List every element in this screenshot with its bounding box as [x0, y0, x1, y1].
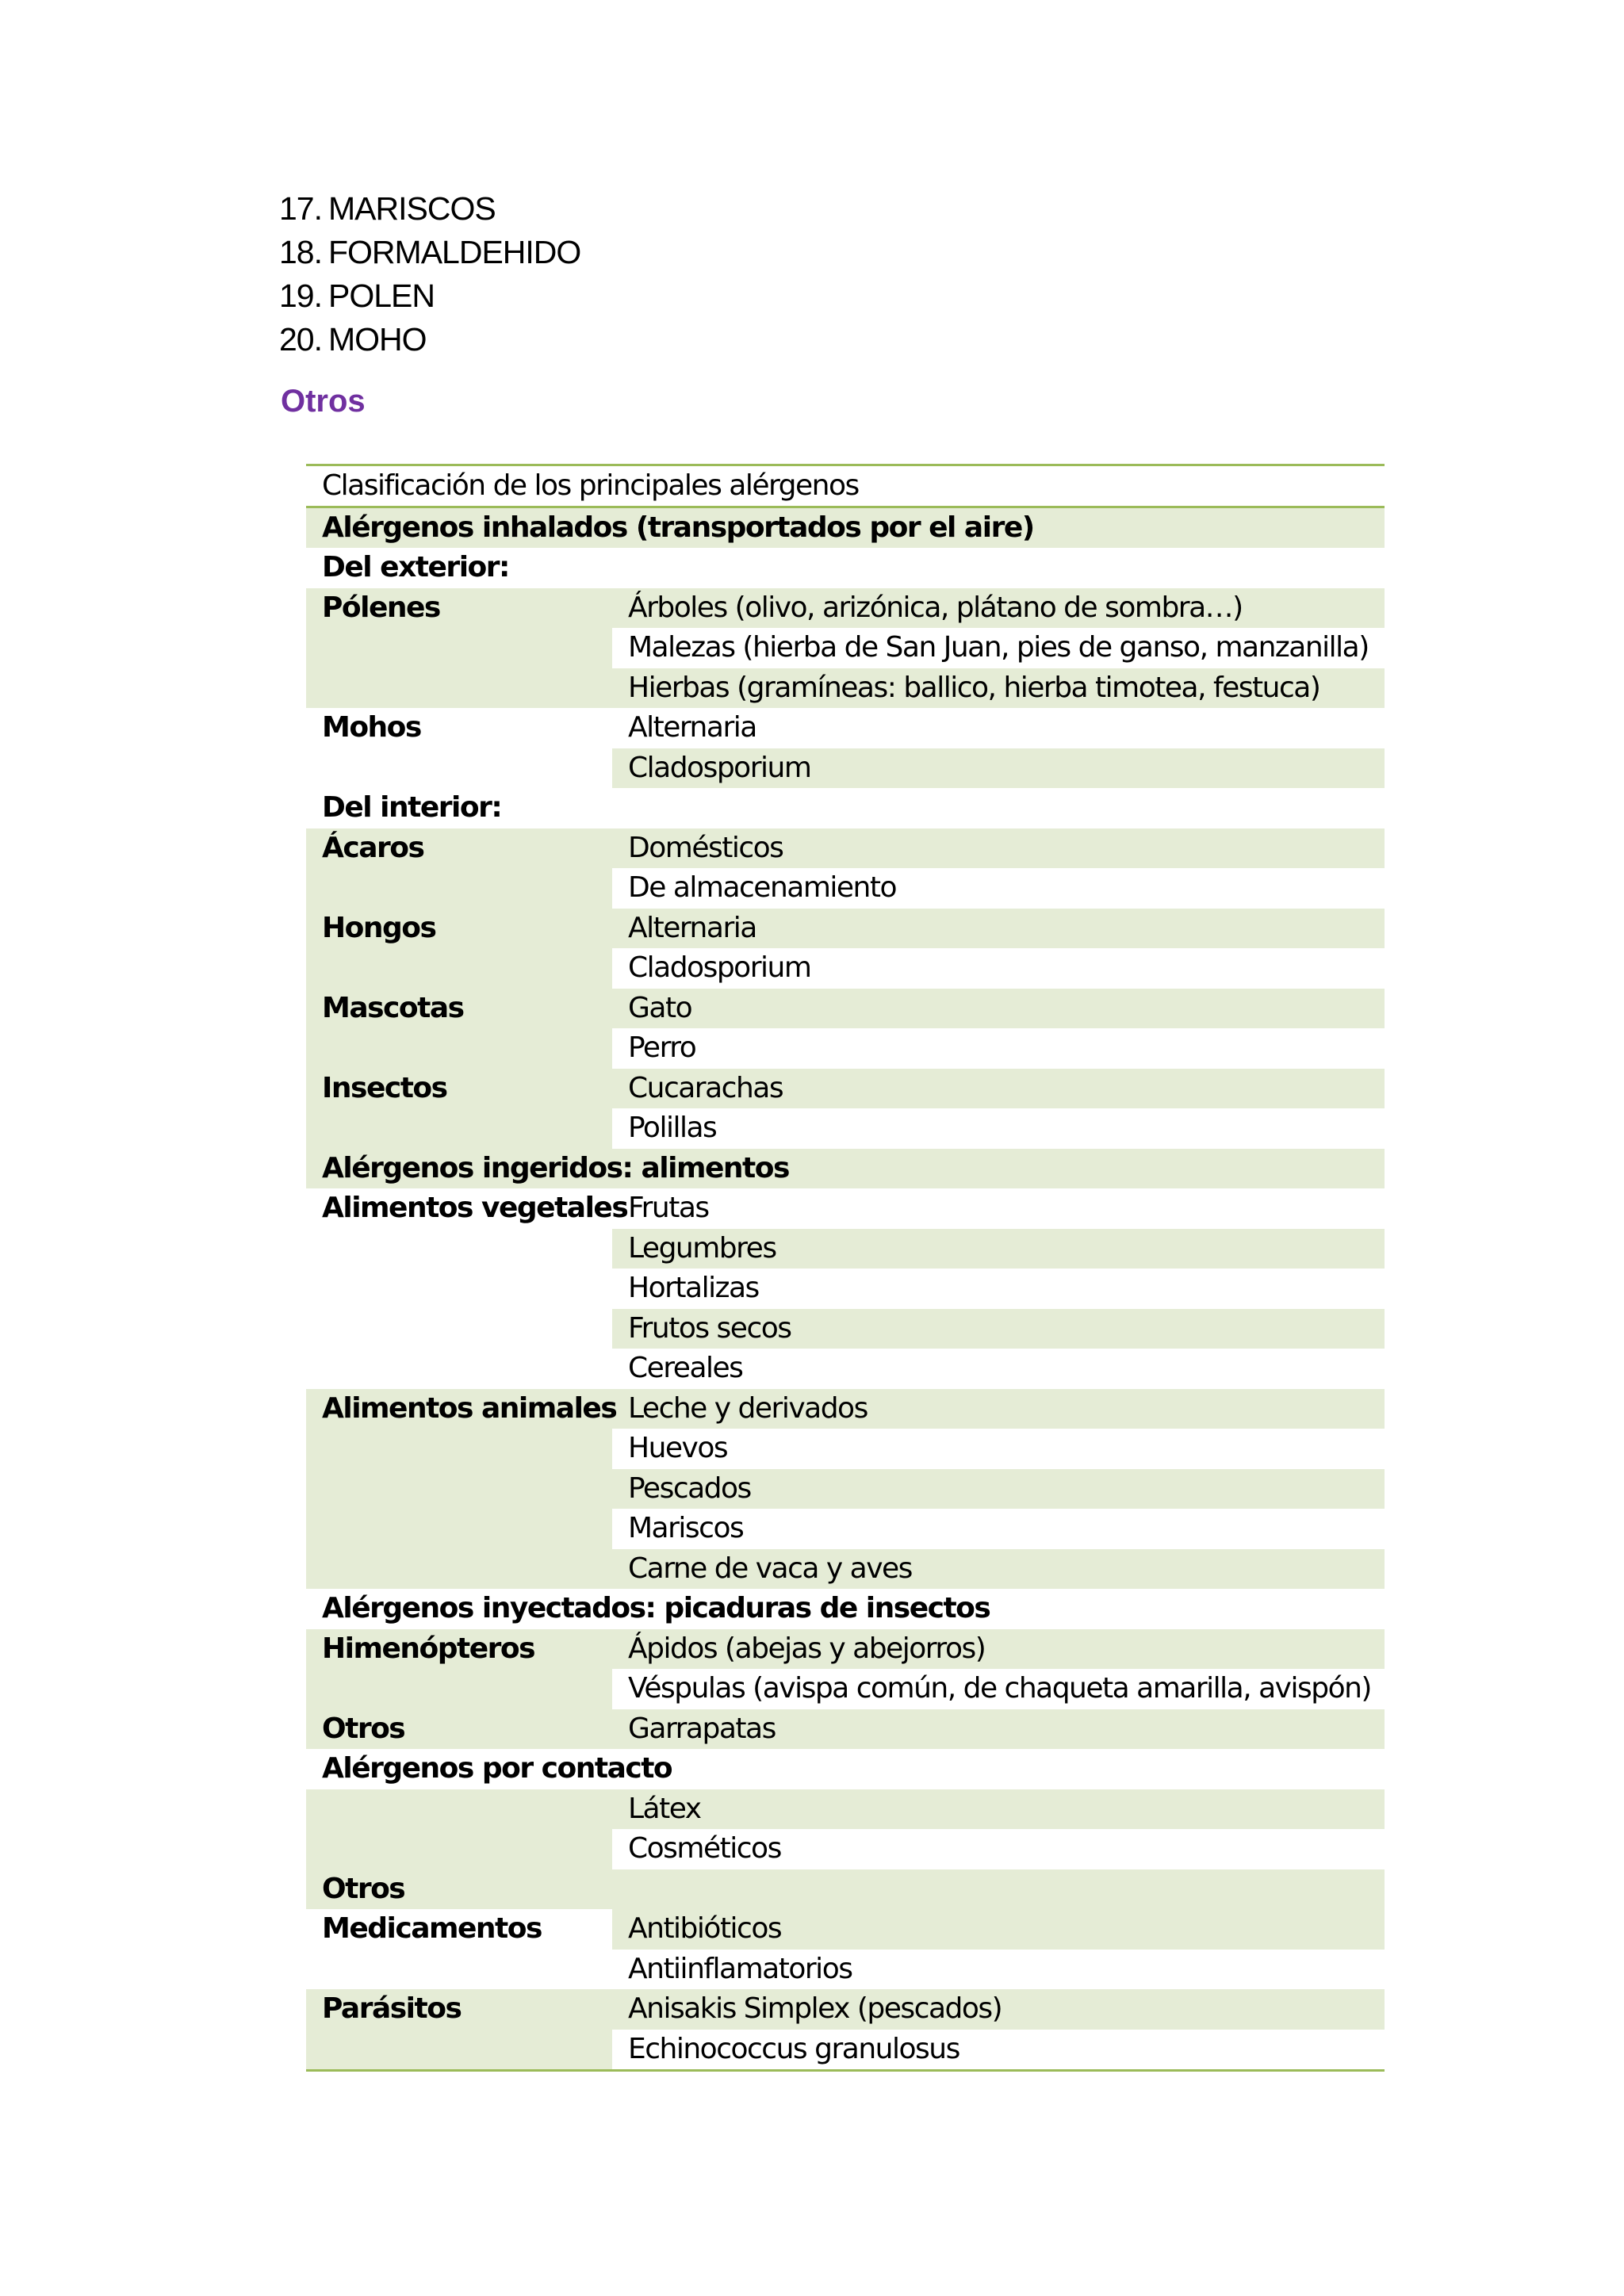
- category-cell: Otros: [306, 1709, 612, 1750]
- section-row: [306, 1149, 1385, 1189]
- item-cell: Cucarachas: [612, 1069, 1385, 1109]
- item-cell: Árboles (olivo, arizónica, plátano de sombra…): [612, 588, 1385, 629]
- category-cell: [306, 948, 612, 989]
- list-item-number: 17.: [279, 190, 322, 227]
- category-cell: Insectos: [306, 1069, 612, 1109]
- section-label: Alérgenos ingeridos: alimentos: [306, 1149, 1385, 1189]
- item-cell: Cladosporium: [612, 948, 1385, 989]
- item-cell: Leche y derivados: [612, 1389, 1385, 1429]
- section-row: [306, 788, 1385, 828]
- table-row: [306, 1229, 1385, 1269]
- category-cell: [306, 1108, 612, 1149]
- category-cell: Otros: [306, 1869, 612, 1910]
- category-cell: Ácaros: [306, 828, 612, 869]
- table-row: [306, 1950, 1385, 1990]
- category-cell: Alimentos animales: [306, 1389, 612, 1429]
- category-cell: [306, 1789, 612, 1830]
- category-cell: [306, 1349, 612, 1389]
- section-label: Alérgenos inhalados (transportados por el aire): [306, 507, 1385, 549]
- item-cell: Hierbas (gramíneas: ballico, hierba timotea, festuca): [612, 668, 1385, 709]
- table-title: Clasificación de los principales alérgenos: [306, 465, 1385, 507]
- table-row: [306, 668, 1385, 709]
- list-item: [279, 318, 580, 362]
- table-row: [306, 588, 1385, 629]
- section-label: Alérgenos inyectados: picaduras de insectos: [306, 1589, 1385, 1629]
- table-row: [306, 1389, 1385, 1429]
- item-cell: Malezas (hierba de San Juan, pies de ganso, manzanilla): [612, 628, 1385, 668]
- table-row: [306, 1909, 1385, 1950]
- item-cell: Perro: [612, 1028, 1385, 1069]
- category-cell: [306, 1549, 612, 1590]
- table-row: [306, 1069, 1385, 1109]
- list-item-text: FORMALDEHIDO: [328, 234, 581, 270]
- table-row: [306, 2030, 1385, 2071]
- item-cell: Alternaria: [612, 909, 1385, 949]
- table-row: [306, 708, 1385, 748]
- item-cell: Véspulas (avispa común, de chaqueta amarilla, avispón): [612, 1669, 1385, 1709]
- table-row: [306, 1349, 1385, 1389]
- table-title-row: [306, 465, 1385, 507]
- category-cell: [306, 748, 612, 789]
- table-row: [306, 1989, 1385, 2030]
- category-cell: Hongos: [306, 909, 612, 949]
- category-cell: Alimentos vegetales: [306, 1188, 612, 1229]
- table-row: [306, 1509, 1385, 1549]
- table-row: [306, 1709, 1385, 1750]
- item-cell: Mariscos: [612, 1509, 1385, 1549]
- item-cell: Garrapatas: [612, 1709, 1385, 1750]
- table-row: [306, 909, 1385, 949]
- section-row: [306, 507, 1385, 549]
- table-row: [306, 1869, 1385, 1910]
- item-cell: Antiinflamatorios: [612, 1950, 1385, 1990]
- list-item: [279, 187, 580, 231]
- table-row: [306, 1549, 1385, 1590]
- item-cell: Cladosporium: [612, 748, 1385, 789]
- item-cell: Látex: [612, 1789, 1385, 1830]
- item-cell: Carne de vaca y aves: [612, 1549, 1385, 1590]
- table-body: [306, 465, 1385, 2071]
- item-cell: Alternaria: [612, 708, 1385, 748]
- section-row: [306, 548, 1385, 588]
- section-heading: Otros: [281, 384, 366, 419]
- category-cell: [306, 868, 612, 909]
- category-cell: [306, 628, 612, 668]
- table-row: [306, 1028, 1385, 1069]
- section-row: [306, 1749, 1385, 1789]
- list-item-number: 18.: [279, 234, 322, 270]
- category-cell: Mohos: [306, 708, 612, 748]
- table-row: [306, 1269, 1385, 1309]
- item-cell: Pescados: [612, 1469, 1385, 1510]
- section-label: Alérgenos por contacto: [306, 1749, 1385, 1789]
- table-row: [306, 1789, 1385, 1830]
- category-cell: [306, 1829, 612, 1869]
- table-row: [306, 948, 1385, 989]
- item-cell: Frutos secos: [612, 1309, 1385, 1349]
- item-cell: Polillas: [612, 1108, 1385, 1149]
- item-cell: Antibióticos: [612, 1909, 1385, 1950]
- table-row: [306, 1469, 1385, 1510]
- category-cell: [306, 1669, 612, 1709]
- item-cell: Hortalizas: [612, 1269, 1385, 1309]
- list-item-number: 19.: [279, 277, 322, 314]
- category-cell: [306, 1509, 612, 1549]
- list-item-text: MOHO: [328, 321, 427, 358]
- section-label: Del exterior:: [306, 548, 1385, 588]
- item-cell: [612, 1869, 1385, 1910]
- item-cell: Ápidos (abejas y abejorros): [612, 1629, 1385, 1670]
- category-cell: Pólenes: [306, 588, 612, 629]
- table-row: [306, 1829, 1385, 1869]
- table-row: [306, 1108, 1385, 1149]
- table-row: [306, 1629, 1385, 1670]
- category-cell: [306, 1229, 612, 1269]
- item-cell: Cereales: [612, 1349, 1385, 1389]
- item-cell: De almacenamiento: [612, 868, 1385, 909]
- table-row: [306, 748, 1385, 789]
- table-row: [306, 868, 1385, 909]
- category-cell: [306, 2030, 612, 2071]
- table-row: [306, 1188, 1385, 1229]
- item-cell: Huevos: [612, 1429, 1385, 1469]
- item-cell: Echinococcus granulosus: [612, 2030, 1385, 2071]
- numbered-allergen-list: [279, 187, 580, 362]
- category-cell: [306, 1309, 612, 1349]
- allergen-classification-table: [306, 464, 1385, 2072]
- category-cell: [306, 1028, 612, 1069]
- table-row: [306, 989, 1385, 1029]
- table-row: [306, 1669, 1385, 1709]
- item-cell: Legumbres: [612, 1229, 1385, 1269]
- item-cell: Frutas: [612, 1188, 1385, 1229]
- table-row: [306, 1429, 1385, 1469]
- section-row: [306, 1589, 1385, 1629]
- category-cell: [306, 1429, 612, 1469]
- category-cell: Himenópteros: [306, 1629, 612, 1670]
- list-item: [279, 274, 580, 318]
- section-label: Del interior:: [306, 788, 1385, 828]
- category-cell: Mascotas: [306, 989, 612, 1029]
- table-row: [306, 1309, 1385, 1349]
- category-cell: [306, 1950, 612, 1990]
- category-cell: Medicamentos: [306, 1909, 612, 1950]
- list-item-text: POLEN: [328, 277, 435, 314]
- category-cell: [306, 1269, 612, 1309]
- table-row: [306, 828, 1385, 869]
- list-item-text: MARISCOS: [328, 190, 496, 227]
- category-cell: [306, 668, 612, 709]
- table-row: [306, 628, 1385, 668]
- item-cell: Anisakis Simplex (pescados): [612, 1989, 1385, 2030]
- item-cell: Cosméticos: [612, 1829, 1385, 1869]
- item-cell: Domésticos: [612, 828, 1385, 869]
- list-item: [279, 231, 580, 274]
- category-cell: Parásitos: [306, 1989, 612, 2030]
- list-item-number: 20.: [279, 321, 322, 358]
- item-cell: Gato: [612, 989, 1385, 1029]
- category-cell: [306, 1469, 612, 1510]
